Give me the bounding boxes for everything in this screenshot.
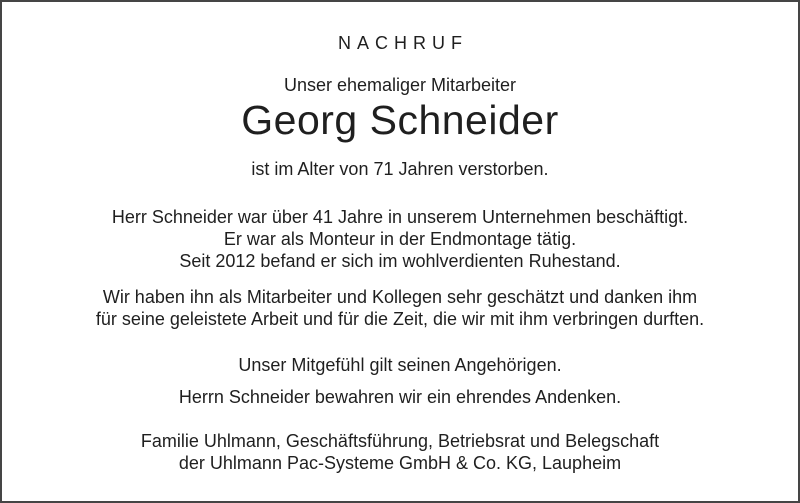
deceased-intro: Unser ehemaliger Mitarbeiter <box>283 75 517 95</box>
paragraph-line: Unser Mitgefühl gilt seinen Angehörigen. <box>238 355 562 375</box>
condolence-paragraph <box>2 354 798 376</box>
paragraph-line: Er war als Monteur in der Endmontage tätig. <box>223 229 577 249</box>
signature-line: der Uhlmann Pac-Systeme GmbH & Co. KG, Laupheim <box>178 453 622 473</box>
tenure-paragraph <box>2 206 798 272</box>
remembrance-paragraph <box>2 386 798 408</box>
paragraph-line: Herrn Schneider bewahren wir ein ehrendes Andenken. <box>178 387 622 407</box>
paragraph-line: Wir haben ihn als Mitarbeiter und Kollegen sehr geschätzt und danken ihm <box>102 287 698 307</box>
notice-kicker: NACHRUF <box>338 33 468 53</box>
paragraph-line: für seine geleistete Arbeit und für die Zeit, die wir mit ihm verbringen durften. <box>95 309 705 329</box>
signature <box>2 430 798 474</box>
gratitude-paragraph <box>2 286 798 330</box>
paragraph-line: Seit 2012 befand er sich im wohlverdienten Ruhestand. <box>179 251 621 271</box>
paragraph-line: Herr Schneider war über 41 Jahre in unserem Unternehmen beschäftigt. <box>111 207 689 227</box>
deceased-name: Georg Schneider <box>241 97 559 143</box>
signature-line: Familie Uhlmann, Geschäftsführung, Betriebsrat und Belegschaft <box>140 431 660 451</box>
death-statement: ist im Alter von 71 Jahren verstorben. <box>251 159 549 179</box>
